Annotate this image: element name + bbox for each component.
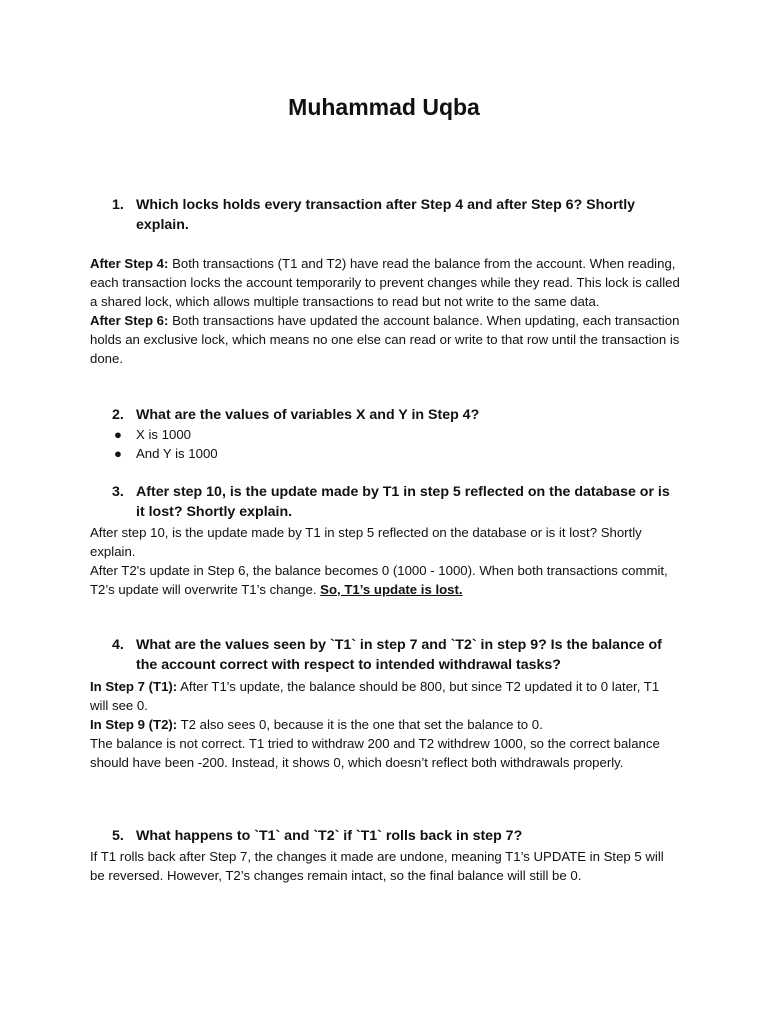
answer-1 (90, 254, 680, 368)
bullet-icon: ● (114, 445, 122, 461)
question-number: 3. (112, 484, 124, 500)
answer-2-list (112, 426, 672, 463)
answer-paragraph: If T1 rolls back after Step 7, the changes it made are undone, meaning T1’s UPDATE in Step 5 will be reversed. However, T2’s changes remain intact, so the final balance will still be 0. (90, 849, 664, 883)
answer-label: In Step 9 (T2): (90, 717, 178, 732)
question-2 (112, 405, 682, 425)
question-text: Which locks holds every transaction after Step 4 and after Step 6? Shortly explain. (136, 197, 636, 233)
list-item-text: And Y is 1000 (136, 445, 218, 461)
answer-paragraph: After step 10, is the update made by T1 in step 5 reflected on the database or is it lost? Shortly explain. (90, 525, 642, 559)
answer-paragraph (90, 561, 680, 599)
answer-text: After T1's update, the balance should be 800, but since T2 updated it to 0 later, T1 will see 0. (90, 679, 660, 713)
answer-text: T2 also sees 0, because it is the one that set the balance to 0. (177, 717, 543, 732)
question-text: What happens to `T1` and `T2` if `T1` rolls back in step 7? (136, 828, 523, 844)
answer-paragraph (90, 254, 680, 311)
answer-text: Both transactions have updated the account balance. When updating, each transaction holds an exclusive lock, which means no one else can read or write to that row until the transaction is done. (90, 313, 680, 366)
question-number: 5. (112, 828, 124, 844)
answer-paragraph (90, 677, 680, 715)
question-1 (112, 195, 682, 235)
answer-label: After Step 4: (90, 256, 169, 271)
list-item (112, 426, 672, 445)
answer-5 (90, 847, 680, 885)
answer-paragraph (90, 311, 680, 368)
question-number: 4. (112, 637, 124, 653)
answer-paragraph: The balance is not correct. T1 tried to withdraw 200 and T2 withdrew 1000, so the correct balance should have been -200. Instead, it shows 0, which doesn’t reflect both withdrawals properly. (90, 736, 660, 770)
question-number: 1. (112, 197, 124, 213)
answer-3 (90, 523, 680, 599)
answer-label: After Step 6: (90, 313, 169, 328)
answer-4 (90, 677, 680, 772)
answer-paragraph (90, 715, 680, 734)
question-number: 2. (112, 407, 124, 423)
answer-text: Both transactions (T1 and T2) have read the balance from the account. When reading, each transaction locks the account temporarily to prevent changes while they read. This lock is called a shared lock, which allows multiple transactions to read but not write to the same data. (90, 256, 680, 309)
question-text: What are the values of variables X and Y in Step 4? (136, 407, 480, 423)
list-item-text: X is 1000 (136, 427, 191, 442)
answer-conclusion: So, T1’s update is lost. (320, 582, 463, 597)
answer-text: After T2's update in Step 6, the balance becomes 0 (1000 - 1000). When both transactions commit, T2’s update will overwrite T1’s change. (90, 563, 668, 597)
list-item (112, 445, 672, 464)
answer-label: In Step 7 (T1): (90, 679, 178, 694)
question-5 (112, 826, 682, 846)
document-title: Muhammad Uqba (288, 94, 480, 120)
question-3 (112, 482, 682, 522)
question-text: What are the values seen by `T1` in step 7 and `T2` in step 9? Is the balance of the account correct with respect to intended withdrawal tasks? (136, 637, 662, 673)
question-4 (112, 635, 682, 675)
bullet-icon: ● (114, 427, 122, 442)
question-text: After step 10, is the update made by T1 in step 5 reflected on the database or is it lost? Shortly explain. (136, 484, 670, 520)
